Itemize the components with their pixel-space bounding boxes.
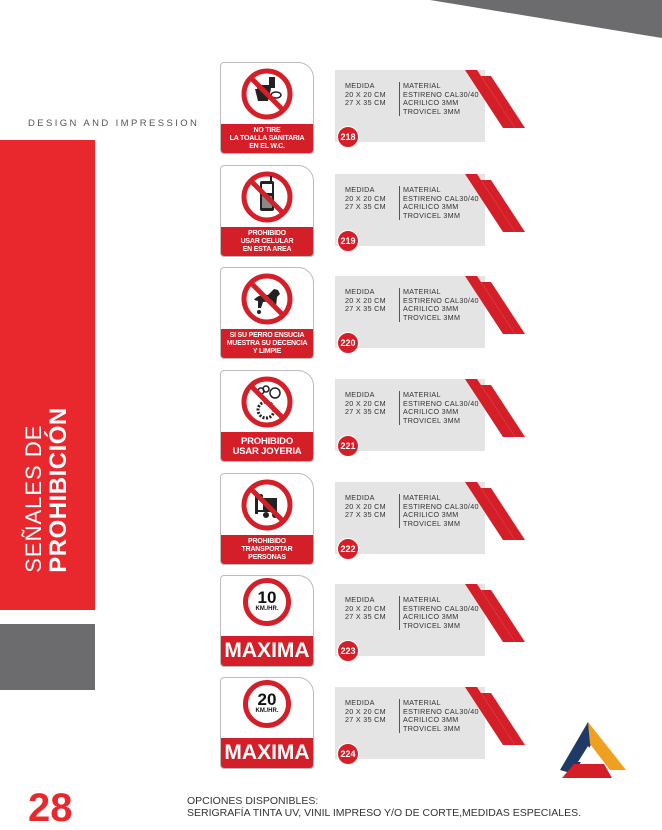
product-code-badge: 221 <box>337 435 359 457</box>
section-title-line2: PROHIBICIÓN <box>45 407 72 573</box>
material-spec: MATERIAL ESTIRENO CAL30/40 ACRILICO 3MM TROVICEL 3MM <box>399 596 479 630</box>
page-number: 28 <box>28 786 73 830</box>
size-spec: MEDIDA 20 X 20 CM 27 X 35 CM <box>345 287 386 314</box>
spec-panel-220 <box>335 276 530 358</box>
spec-panel-218 <box>335 70 530 152</box>
sign-caption: PROHIBIDO USAR JOYERIA <box>221 432 313 461</box>
sign-221 <box>220 370 314 462</box>
sign-219 <box>220 165 314 257</box>
sign-caption: NO TIRE LA TOALLA SANITARIA EN EL W.C. <box>221 124 313 153</box>
section-gray-bar <box>0 624 95 690</box>
spec-panel-223 <box>335 584 530 666</box>
available-options: OPCIONES DISPONIBLES: SERIGRAFÍA TINTA UV, VINIL IMPRESO Y/O DE CORTE,MEDIDAS ESPECIALES. <box>187 795 582 819</box>
section-title <box>23 407 71 573</box>
section-title-line1: SEÑALES DE <box>21 424 46 573</box>
product-code-badge: 219 <box>337 230 359 252</box>
spec-panel-224 <box>335 687 530 769</box>
material-spec: MATERIAL ESTIRENO CAL30/40 ACRILICO 3MM TROVICEL 3MM <box>399 699 479 733</box>
sign-223 <box>220 575 314 667</box>
product-code-badge: 218 <box>337 126 359 148</box>
sign-218 <box>220 62 314 154</box>
sign-222 <box>220 473 314 565</box>
speed-limit-icon <box>243 680 291 728</box>
material-spec: MATERIAL ESTIRENO CAL30/40 ACRILICO 3MM TROVICEL 3MM <box>399 494 479 528</box>
company-logo-icon <box>548 718 630 786</box>
product-code-badge: 224 <box>337 743 359 765</box>
speed-unit: KM./HR. <box>255 606 279 612</box>
sign-caption: PROHIBIDO TRANSPORTAR PERSONAS <box>221 535 313 564</box>
sign-caption: SI SU PERRO ENSUCIA MUESTRA SU DECENCIA Y LIMPIE <box>221 329 313 358</box>
size-spec: MEDIDA 20 X 20 CM 27 X 35 CM <box>345 81 386 108</box>
no-cellphone-icon <box>221 168 313 226</box>
no-dog-icon <box>221 270 313 328</box>
spec-panel-222 <box>335 482 530 564</box>
material-spec: MATERIAL ESTIRENO CAL30/40 ACRILICO 3MM TROVICEL 3MM <box>399 288 479 322</box>
size-spec: MEDIDA 20 X 20 CM 27 X 35 CM <box>345 390 386 417</box>
no-forklift-passengers-icon <box>221 476 313 534</box>
sign-220 <box>220 267 314 359</box>
speed-value: 20 <box>257 690 277 709</box>
speed-unit: KM./HR. <box>255 708 279 714</box>
product-code-badge: 223 <box>337 640 359 662</box>
material-spec: MATERIAL ESTIRENO CAL30/40 ACRILICO 3MM TROVICEL 3MM <box>399 82 479 116</box>
brand-tagline: DESIGN AND IMPRESSION <box>28 118 200 129</box>
speed-value: 10 <box>257 588 277 607</box>
material-spec: MATERIAL ESTIRENO CAL30/40 ACRILICO 3MM TROVICEL 3MM <box>399 391 479 425</box>
product-code-badge: 220 <box>337 332 359 354</box>
sign-224 <box>220 677 314 769</box>
size-spec: MEDIDA 20 X 20 CM 27 X 35 CM <box>345 698 386 725</box>
speed-limit-icon <box>243 578 291 626</box>
sign-caption: PROHIBIDO USAR CELULAR EN ESTA AREA <box>221 227 313 256</box>
no-jewelry-icon <box>221 373 313 431</box>
size-spec: MEDIDA 20 X 20 CM 27 X 35 CM <box>345 493 386 520</box>
product-code-badge: 222 <box>337 538 359 560</box>
sign-caption: MAXIMA <box>221 738 313 768</box>
size-spec: MEDIDA 20 X 20 CM 27 X 35 CM <box>345 185 386 212</box>
sign-caption: MAXIMA <box>221 636 313 666</box>
size-spec: MEDIDA 20 X 20 CM 27 X 35 CM <box>345 595 386 622</box>
spec-panel-219 <box>335 174 530 256</box>
no-sanitary-towel-icon <box>221 65 313 123</box>
top-diagonal-stripe <box>0 0 662 45</box>
material-spec: MATERIAL ESTIRENO CAL30/40 ACRILICO 3MM TROVICEL 3MM <box>399 186 479 220</box>
spec-panel-221 <box>335 379 530 461</box>
